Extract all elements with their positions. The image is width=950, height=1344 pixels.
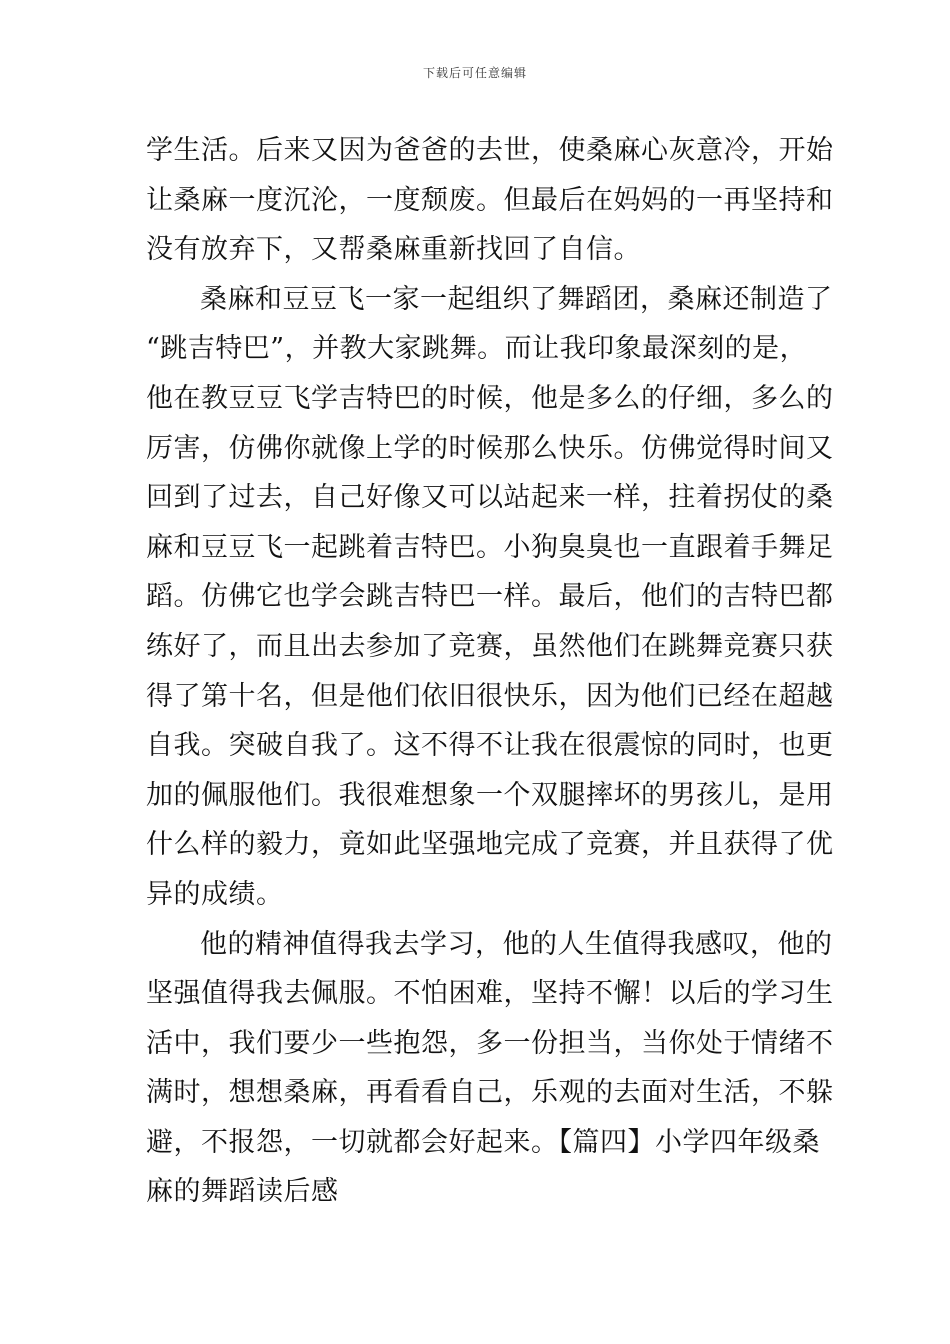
text-line: “跳吉特巴”，并教大家跳舞。而让我印象最深刻的是，: [146, 333, 808, 365]
text-line: 蹈。仿佛它也学会跳吉特巴一样。最后，他们的吉特巴都: [146, 581, 834, 613]
text-line: 麻和豆豆飞一起跳着吉特巴。小狗臭臭也一直跟着手舞足: [146, 531, 834, 563]
text-line: 让桑麻一度沉沦，一度颓废。但最后在妈妈的一再坚持和: [146, 184, 834, 216]
text-line: 学生活。后来又因为爸爸的去世，使桑麻心灰意冷，开始: [146, 135, 834, 166]
page-header-note: 下载后可任意编辑: [422, 66, 527, 80]
text-line: 练好了，而且出去参加了竞赛，虽然他们在跳舞竞赛只获: [146, 630, 834, 662]
text-line: 回到了过去，自己好像又可以站起来一样，拄着拐仗的桑: [146, 482, 834, 514]
text-line: 自我。突破自我了。这不得不让我在很震惊的同时，也更: [146, 730, 834, 762]
text-line: 桑麻和豆豆飞一家一起组织了舞蹈团，桑麻还制造了: [200, 283, 833, 315]
text-line: 没有放弃下，又帮桑麻重新找回了自信。: [146, 234, 641, 266]
paragraph: [146, 920, 834, 1218]
text-line: 得了第十名，但是他们依旧很快乐，因为他们已经在超越: [146, 680, 834, 712]
text-line: 他的精神值得我去学习，他的人生值得我感叹，他的: [200, 928, 833, 960]
paragraph: [146, 275, 834, 920]
text-line: 加的佩服他们。我很难想象一个双腿摔坏的男孩儿，是用: [146, 779, 834, 811]
paragraph: [146, 126, 834, 275]
text-line: 满时，想想桑麻，再看看自己，乐观的去面对生活，不躲: [146, 1077, 834, 1109]
text-line: 坚强值得我去佩服。不怕困难，坚持不懈！以后的学习生: [146, 978, 834, 1010]
text-line: 厉害，仿佛你就像上学的时候那么快乐。仿佛觉得时间又: [146, 432, 834, 464]
text-line: 什么样的毅力，竟如此坚强地完成了竞赛，并且获得了优: [146, 829, 834, 861]
text-line: 活中，我们要少一些抱怨，多一份担当，当你处于情绪不: [146, 1027, 834, 1059]
text-line: 异的成绩。: [146, 878, 284, 910]
text-line: 麻的舞蹈读后感: [146, 1176, 339, 1208]
text-line: 他在教豆豆飞学吉特巴的时候，他是多么的仔细，多么的: [146, 382, 834, 414]
text-line: 避，不报怨，一切就都会好起来。【篇四】小学四年级桑: [146, 1126, 820, 1158]
document-body: [146, 126, 834, 1217]
